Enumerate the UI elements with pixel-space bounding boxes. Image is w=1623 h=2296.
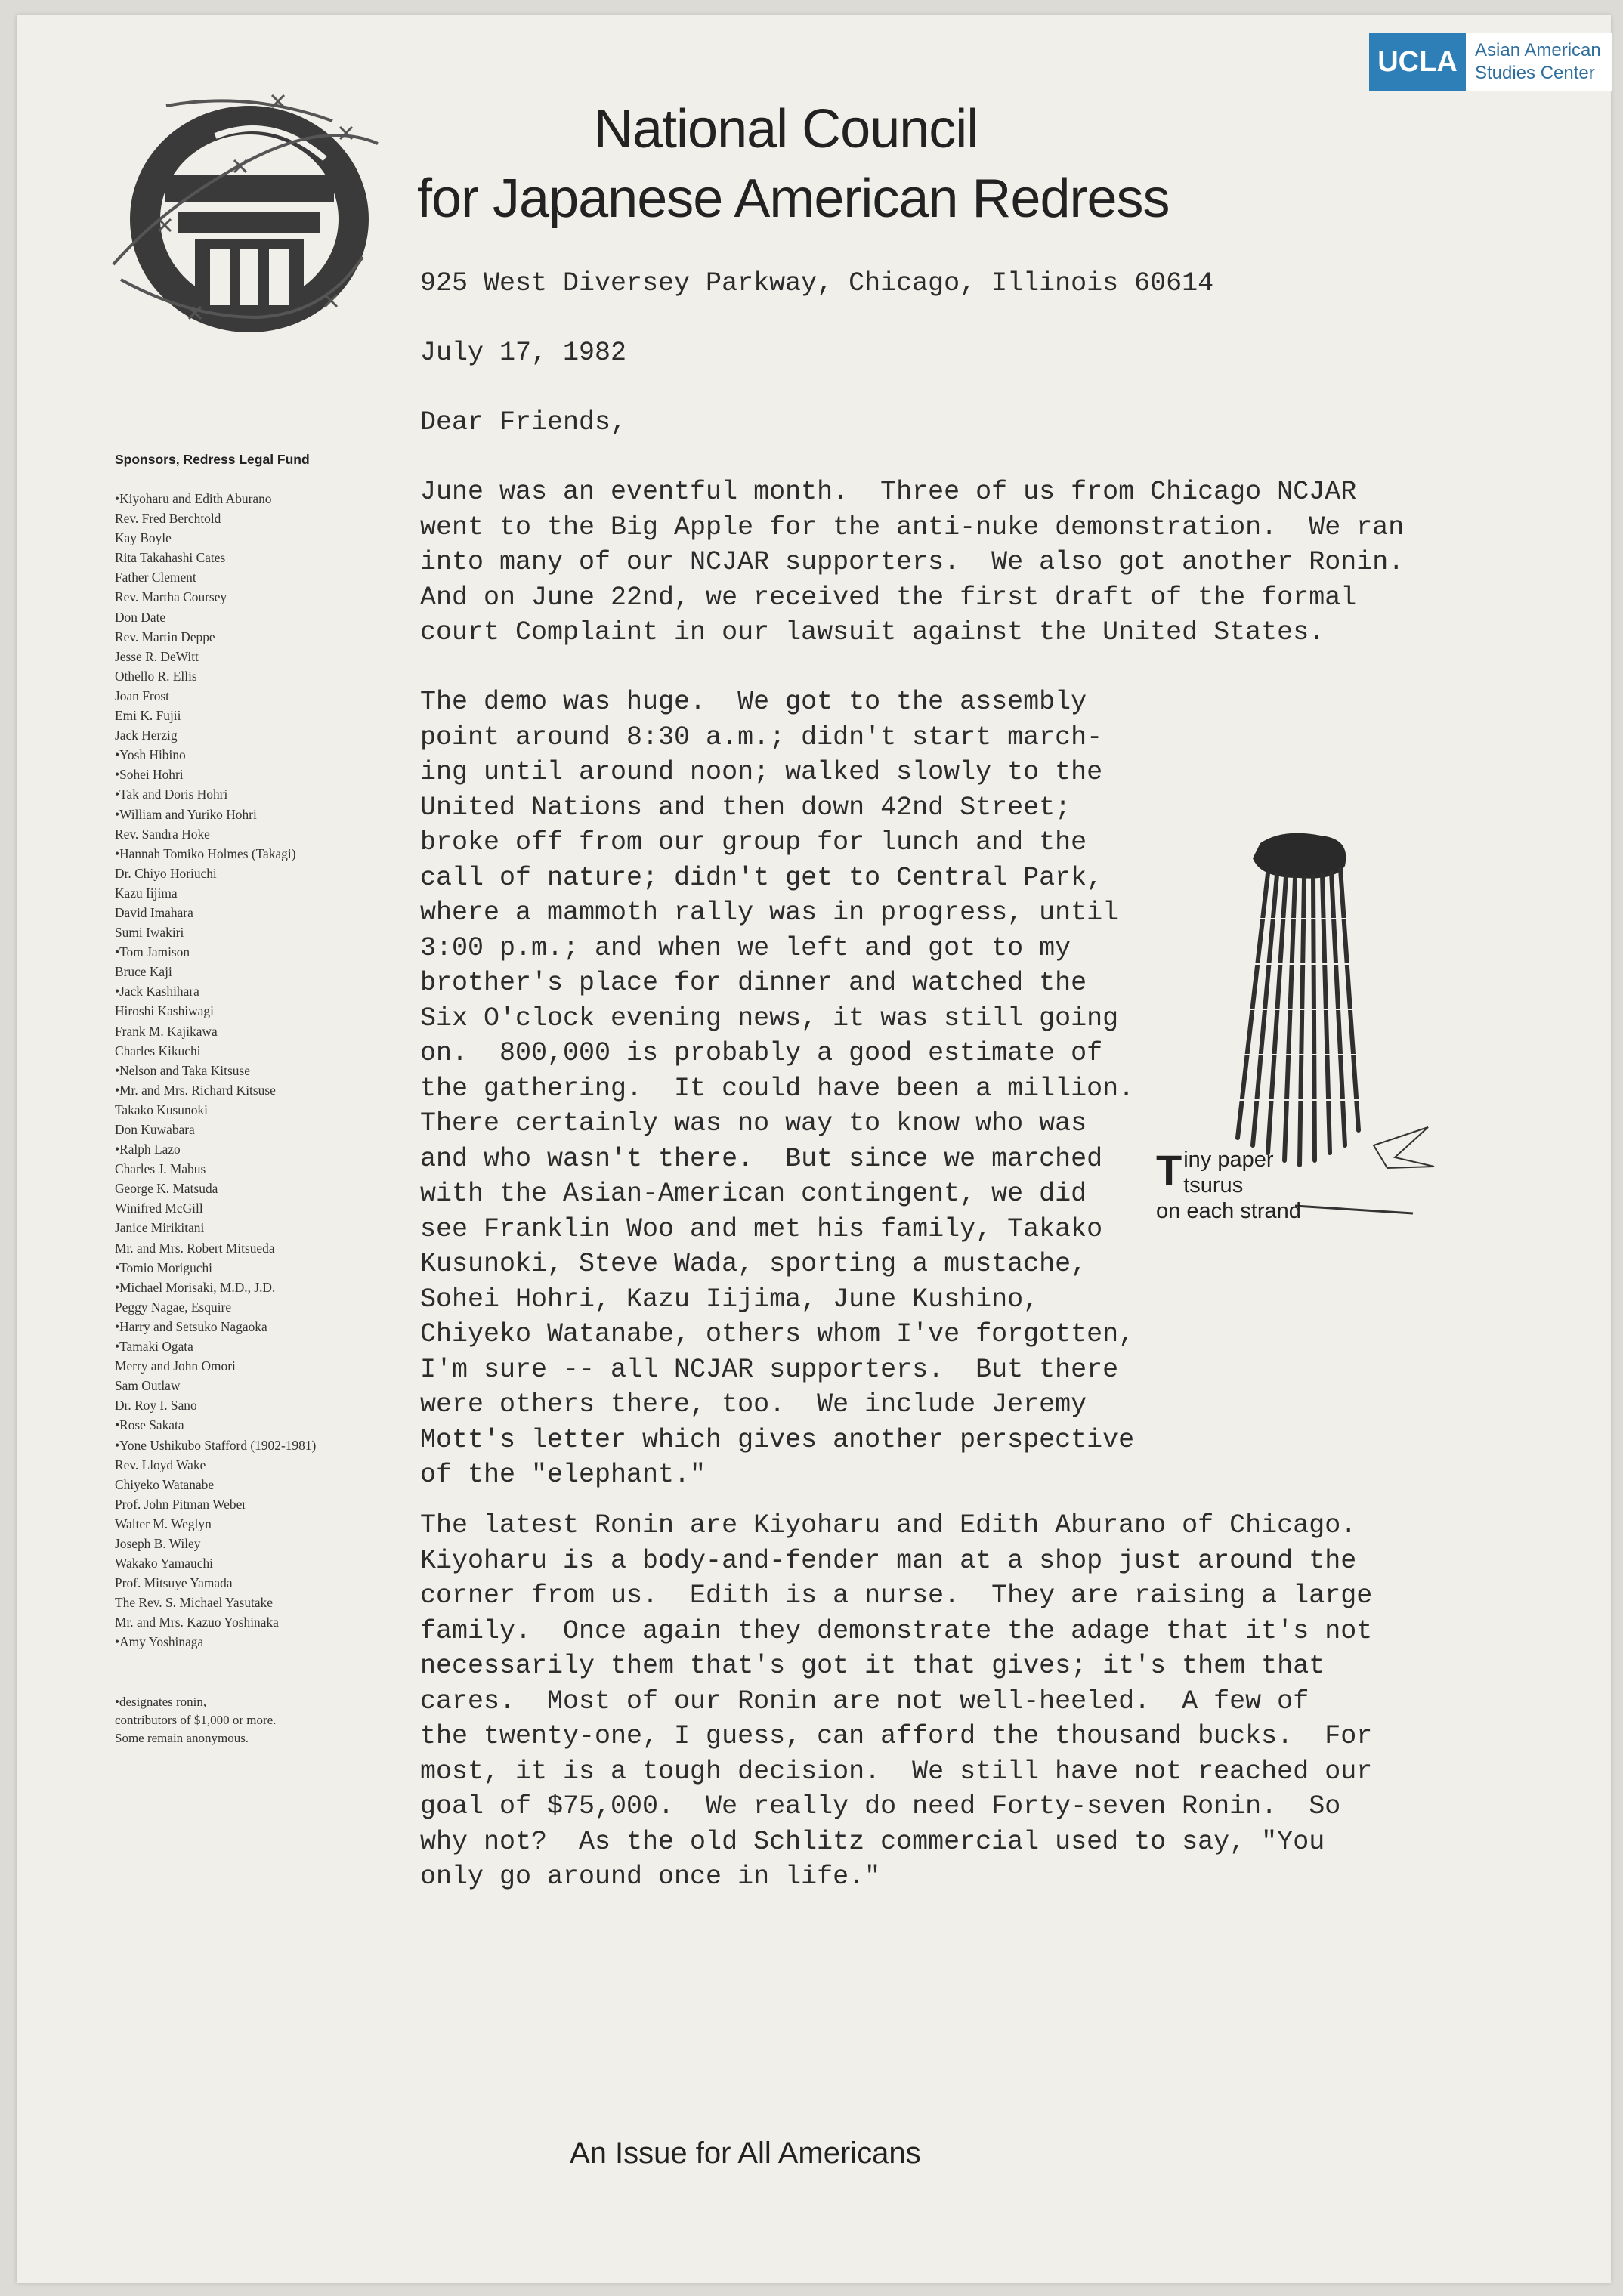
- paragraph-line: call of nature; didn't get to Central Park,: [420, 862, 1103, 893]
- sponsor-name: Hiroshi Kashiwagi: [115, 1003, 214, 1019]
- sponsor-name: Walter M. Weglyn: [115, 1516, 212, 1531]
- paragraph-line: family. Once again they demonstrate the adage that it's not: [420, 1615, 1373, 1646]
- sponsor-name: •William and Yuriko Hohri: [115, 806, 257, 822]
- org-title-line2: for Japanese American Redress: [417, 168, 1170, 229]
- paragraph-line: and who wasn't there. But since we marched: [420, 1143, 1103, 1174]
- sponsor-name: Rev. Sandra Hoke: [115, 826, 210, 842]
- paragraph-line: where a mammoth rally was in progress, until: [420, 898, 1119, 928]
- sponsor-name: Charles J. Mabus: [115, 1161, 206, 1177]
- sponsor-name: Don Kuwabara: [115, 1122, 195, 1137]
- paragraph-latest-ronin: [420, 1508, 1372, 1895]
- sponsors-note-line: •designates ronin,: [115, 1694, 207, 1709]
- archive-org-name: [1466, 33, 1601, 91]
- sponsor-name: •Ralph Lazo: [115, 1142, 181, 1157]
- paragraph-line: went to the Big Apple for the anti-nuke demonstration. We ran: [420, 511, 1405, 542]
- archive-org-line2: Studies Center: [1475, 63, 1595, 83]
- paragraph-line: on. 800,000 is probably a good estimate of: [420, 1038, 1103, 1068]
- org-address: 925 West Diversey Parkway, Chicago, Illinois 60614: [420, 268, 1214, 298]
- sponsor-name: Takako Kusunoki: [115, 1102, 208, 1117]
- archive-org-line1: Asian American: [1475, 40, 1601, 60]
- paragraph-line: only go around once in life.": [420, 1862, 881, 1892]
- paragraph-line: corner from us. Edith is a nurse. They are raising a large: [420, 1581, 1373, 1611]
- paragraph-line: cares. Most of our Ronin are not well-heeled. A few of: [420, 1686, 1309, 1717]
- sponsor-name: Wakako Yamauchi: [115, 1556, 213, 1571]
- paragraph-line: why not? As the old Schlitz commercial used to say, "You: [420, 1826, 1325, 1857]
- sponsor-name: Frank M. Kajikawa: [115, 1023, 218, 1039]
- paragraph-line: necessarily them that's got it that gives; it's them that: [420, 1651, 1325, 1681]
- paragraph-line: with the Asian-American contingent, we did: [420, 1179, 1087, 1209]
- sponsor-name: Dr. Roy I. Sano: [115, 1398, 197, 1414]
- sponsors-sidebar: [115, 452, 342, 1747]
- salutation: Dear Friends,: [420, 407, 627, 437]
- paragraph-line: 3:00 p.m.; and when we left and got to my: [420, 932, 1071, 963]
- ucla-logo: UCLA: [1369, 33, 1466, 91]
- paragraph-demo-description: [420, 684, 1134, 1493]
- sponsor-name: Jesse R. DeWitt: [115, 648, 199, 664]
- paragraph-line: see Franklin Woo and met his family, Takako: [420, 1213, 1103, 1244]
- sponsor-name: Jack Herzig: [115, 728, 178, 743]
- paragraph-line: goal of $75,000. We really do need Forty-seven Ronin. So: [420, 1791, 1341, 1822]
- sponsor-name: Prof. John Pitman Weber: [115, 1496, 247, 1512]
- illustration-caption: [1156, 1147, 1312, 1224]
- sponsor-name: •Amy Yoshinaga: [115, 1634, 204, 1650]
- sponsors-note-line: contributors of $1,000 or more.: [115, 1712, 277, 1727]
- paragraph-line: brother's place for dinner and watched the: [420, 968, 1087, 998]
- sponsor-name: Father Clement: [115, 570, 196, 586]
- sponsor-name: Othello R. Ellis: [115, 668, 197, 684]
- sponsor-name: •Sohei Hohri: [115, 767, 184, 783]
- sponsor-name: •Yosh Hibino: [115, 747, 186, 763]
- paragraph-line: were others there, too. We include Jeremy: [420, 1389, 1087, 1420]
- sponsor-name: The Rev. S. Michael Yasutake: [115, 1595, 273, 1611]
- caption-line: iny paper tsurus: [1183, 1148, 1274, 1197]
- paragraph-line: Kiyoharu is a body-and-fender man at a shop just around the: [420, 1545, 1357, 1576]
- sponsor-name: Prof. Mitsuye Yamada: [115, 1575, 233, 1591]
- footer-slogan: An Issue for All Americans: [570, 2137, 921, 2170]
- sponsor-name: George K. Matsuda: [115, 1181, 218, 1197]
- sponsor-name: Rev. Lloyd Wake: [115, 1457, 206, 1472]
- paragraph-line: of the "elephant.": [420, 1460, 706, 1490]
- sponsor-name: Kay Boyle: [115, 530, 172, 546]
- paragraph-line: point around 8:30 a.m.; didn't start march-: [420, 722, 1103, 752]
- sponsor-name: •Kiyoharu and Edith Aburano: [115, 491, 272, 506]
- sponsor-name: Peggy Nagae, Esquire: [115, 1299, 232, 1315]
- sponsor-name: •Mr. and Mrs. Richard Kitsuse: [115, 1082, 276, 1098]
- paragraph-line: Sohei Hohri, Kazu Iijima, June Kushino,: [420, 1284, 1040, 1315]
- paragraph-line: I'm sure -- all NCJAR supporters. But there: [420, 1354, 1119, 1385]
- paragraph-line: There certainly was no way to know who was: [420, 1108, 1087, 1139]
- sponsors-list: [115, 489, 342, 1652]
- sponsor-name: Sumi Iwakiri: [115, 925, 184, 941]
- paragraph-line: the twenty-one, I guess, can afford the thousand bucks. For: [420, 1721, 1373, 1751]
- sponsor-name: Emi K. Fujii: [115, 708, 181, 724]
- letter-date: July 17, 1982: [420, 338, 627, 368]
- paragraph-line: most, it is a tough decision. We still have not reached our: [420, 1756, 1373, 1787]
- paragraph-line: the gathering. It could have been a million.: [420, 1073, 1135, 1104]
- sponsor-name: David Imahara: [115, 904, 193, 920]
- sponsors-footnote: [115, 1693, 342, 1747]
- sponsor-name: Sam Outlaw: [115, 1378, 181, 1394]
- sponsor-name: Bruce Kaji: [115, 964, 172, 980]
- sponsor-name: Mr. and Mrs. Robert Mitsueda: [115, 1240, 275, 1256]
- sponsor-name: Don Date: [115, 609, 166, 625]
- paragraph-line: Kusunoki, Steve Wada, sporting a mustache,: [420, 1249, 1087, 1279]
- sponsor-name: Charles Kikuchi: [115, 1043, 201, 1058]
- sponsor-name: •Tak and Doris Hohri: [115, 786, 228, 802]
- sponsor-name: •Rose Sakata: [115, 1417, 184, 1433]
- sponsor-name: •Tom Jamison: [115, 944, 190, 960]
- archive-badge: [1369, 33, 1612, 91]
- sponsor-name: •Jack Kashihara: [115, 984, 199, 1000]
- org-title-line1: National Council: [594, 99, 978, 159]
- sponsor-name: Winifred McGill: [115, 1201, 203, 1216]
- paragraph-line: court Complaint in our lawsuit against the United States.: [420, 617, 1325, 647]
- paragraph-line: broke off from our group for lunch and the: [420, 827, 1087, 858]
- paragraph-line: The latest Ronin are Kiyoharu and Edith Aburano of Chicago.: [420, 1510, 1357, 1540]
- sponsor-name: Chiyeko Watanabe: [115, 1476, 215, 1492]
- caption-initial: T: [1156, 1146, 1182, 1194]
- sponsor-name: Kazu Iijima: [115, 885, 178, 901]
- sponsors-note-line: Some remain anonymous.: [115, 1730, 249, 1745]
- sponsor-name: Mr. and Mrs. Kazuo Yoshinaka: [115, 1615, 279, 1630]
- paragraph-line: Chiyeko Watanabe, others whom I've forgotten,: [420, 1319, 1135, 1349]
- paragraph-line: ing until around noon; walked slowly to the: [420, 757, 1103, 787]
- ncjar-barbed-wire-logo-icon: [98, 91, 385, 348]
- paragraph-line: Mott's letter which gives another perspective: [420, 1424, 1135, 1455]
- paragraph-demonstration-intro: [420, 474, 1404, 650]
- sponsor-name: Rev. Fred Berchtold: [115, 511, 221, 527]
- paragraph-line: And on June 22nd, we received the first draft of the formal: [420, 582, 1357, 613]
- sponsor-name: •Harry and Setsuko Nagaoka: [115, 1318, 267, 1334]
- sponsors-heading: Sponsors, Redress Legal Fund: [115, 452, 310, 467]
- sponsor-name: •Tomio Moriguchi: [115, 1259, 213, 1275]
- paragraph-line: The demo was huge. We got to the assembly: [420, 687, 1087, 717]
- sponsor-name: Dr. Chiyo Horiuchi: [115, 865, 217, 881]
- paragraph-line: United Nations and then down 42nd Street;: [420, 792, 1071, 823]
- sponsor-name: •Tamaki Ogata: [115, 1339, 193, 1355]
- sponsor-name: Merry and John Omori: [115, 1358, 236, 1374]
- sponsor-name: Janice Mirikitani: [115, 1220, 205, 1236]
- sponsor-name: •Hannah Tomiko Holmes (Takagi): [115, 845, 296, 861]
- paragraph-line: June was an eventful month. Three of us from Chicago NCJAR: [420, 477, 1357, 507]
- sponsor-name: Joseph B. Wiley: [115, 1535, 201, 1551]
- sponsor-name: •Yone Ushikubo Stafford (1902-1981): [115, 1437, 317, 1453]
- sponsor-name: Rev. Martin Deppe: [115, 629, 215, 644]
- sponsor-name: Rev. Martha Coursey: [115, 589, 227, 605]
- sponsor-name: •Nelson and Taka Kitsuse: [115, 1062, 250, 1078]
- sponsor-name: •Michael Morisaki, M.D., J.D.: [115, 1279, 276, 1295]
- sponsor-name: Joan Frost: [115, 688, 169, 703]
- paragraph-line: Six O'clock evening news, it was still going: [420, 1003, 1119, 1034]
- sponsor-name: Rita Takahashi Cates: [115, 550, 226, 566]
- caption-line: on each strand: [1156, 1199, 1301, 1223]
- paragraph-line: into many of our NCJAR supporters. We also got another Ronin.: [420, 547, 1405, 577]
